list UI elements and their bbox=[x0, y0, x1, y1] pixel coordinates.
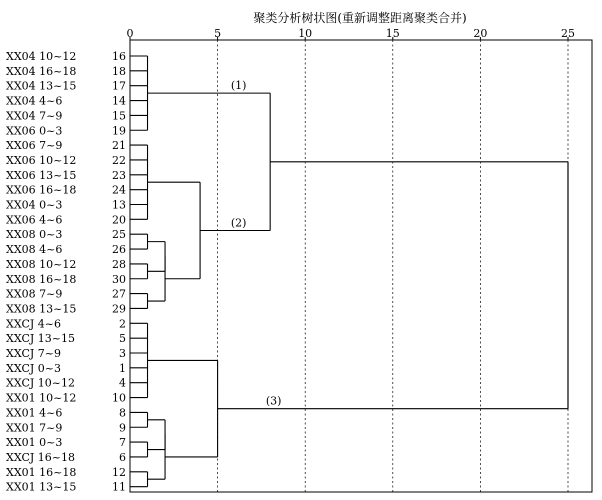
case-number: 3 bbox=[119, 347, 126, 360]
dendrogram-tree bbox=[130, 56, 568, 487]
cluster-labels bbox=[231, 79, 282, 408]
case-number: 14 bbox=[112, 94, 126, 108]
case-number: 1 bbox=[119, 361, 126, 375]
case-number: 7 bbox=[119, 436, 126, 450]
case-label: XX01 13~15 bbox=[6, 480, 77, 494]
case-label: XX06 16~18 bbox=[6, 183, 77, 197]
case-number: 23 bbox=[112, 168, 126, 182]
case-number: 25 bbox=[112, 228, 126, 242]
case-label: XX08 7~9 bbox=[6, 287, 63, 301]
case-label: XX06 10~12 bbox=[6, 153, 77, 167]
case-label: XX08 4~6 bbox=[6, 243, 63, 257]
tick-label: 25 bbox=[561, 27, 575, 40]
case-label: XX04 13~15 bbox=[6, 79, 77, 93]
case-label: XX01 0~3 bbox=[6, 436, 63, 450]
case-label: XX01 10~12 bbox=[6, 391, 77, 405]
tick-label: 5 bbox=[214, 27, 222, 40]
case-label: XX01 4~6 bbox=[6, 406, 63, 420]
case-label: XXCJ 7~9 bbox=[6, 347, 62, 360]
case-label: XX01 7~9 bbox=[6, 421, 63, 435]
case-number: 29 bbox=[112, 302, 126, 316]
case-label: XXCJ 13~15 bbox=[6, 332, 76, 346]
case-label: XXCJ 0~3 bbox=[6, 361, 62, 375]
case-number: 6 bbox=[119, 450, 126, 464]
tick-label: 10 bbox=[298, 27, 313, 40]
case-number: 12 bbox=[112, 465, 126, 479]
cluster-label: (1) bbox=[230, 79, 247, 93]
case-label: XX04 0~3 bbox=[6, 198, 63, 212]
case-label: XX01 16~18 bbox=[6, 465, 77, 479]
case-rows bbox=[6, 50, 126, 494]
case-number: 10 bbox=[112, 391, 126, 405]
x-axis bbox=[127, 27, 576, 40]
case-number: 18 bbox=[112, 64, 126, 78]
case-label: XX04 16~18 bbox=[6, 64, 77, 78]
case-number: 20 bbox=[112, 213, 126, 227]
case-number: 24 bbox=[112, 183, 126, 197]
cluster-label: (3) bbox=[265, 394, 282, 408]
case-number: 28 bbox=[112, 257, 126, 271]
tick-label: 15 bbox=[385, 27, 400, 40]
case-number: 15 bbox=[112, 109, 126, 123]
case-label: XXCJ 16~18 bbox=[6, 450, 76, 464]
case-label: XX08 10~12 bbox=[6, 257, 77, 271]
case-label: XX06 0~3 bbox=[6, 124, 63, 138]
case-number: 22 bbox=[112, 153, 126, 167]
case-label: XX08 16~18 bbox=[6, 272, 77, 286]
case-number: 19 bbox=[112, 124, 126, 138]
case-number: 30 bbox=[112, 272, 126, 286]
case-label: XX08 13~15 bbox=[6, 302, 77, 316]
case-number: 27 bbox=[112, 287, 126, 301]
chart-title: 聚类分析树状图(重新调整距离聚类合并) bbox=[253, 11, 467, 25]
case-number: 11 bbox=[112, 480, 126, 494]
tick-label: 0 bbox=[126, 27, 134, 40]
case-number: 2 bbox=[119, 317, 126, 331]
case-number: 17 bbox=[112, 79, 126, 93]
case-number: 16 bbox=[112, 50, 126, 63]
case-label: XX04 4~6 bbox=[6, 94, 63, 108]
cluster-label: (2) bbox=[230, 216, 247, 230]
case-number: 8 bbox=[119, 406, 126, 420]
case-label: XX06 13~15 bbox=[6, 168, 77, 182]
case-number: 4 bbox=[119, 376, 126, 390]
case-label: XX06 4~6 bbox=[6, 213, 63, 227]
case-label: XX06 7~9 bbox=[6, 139, 63, 153]
case-number: 21 bbox=[112, 139, 126, 153]
case-number: 5 bbox=[119, 332, 126, 346]
plot-frame bbox=[130, 40, 592, 492]
case-label: XX08 0~3 bbox=[6, 228, 63, 242]
case-number: 26 bbox=[112, 243, 126, 257]
case-label: XX04 10~12 bbox=[6, 50, 77, 63]
case-label: XX04 7~9 bbox=[6, 109, 63, 123]
case-label: XXCJ 4~6 bbox=[6, 317, 62, 331]
tick-label: 20 bbox=[473, 27, 488, 40]
case-number: 13 bbox=[112, 198, 126, 212]
case-label: XXCJ 10~12 bbox=[6, 376, 76, 390]
case-number: 9 bbox=[119, 421, 126, 435]
